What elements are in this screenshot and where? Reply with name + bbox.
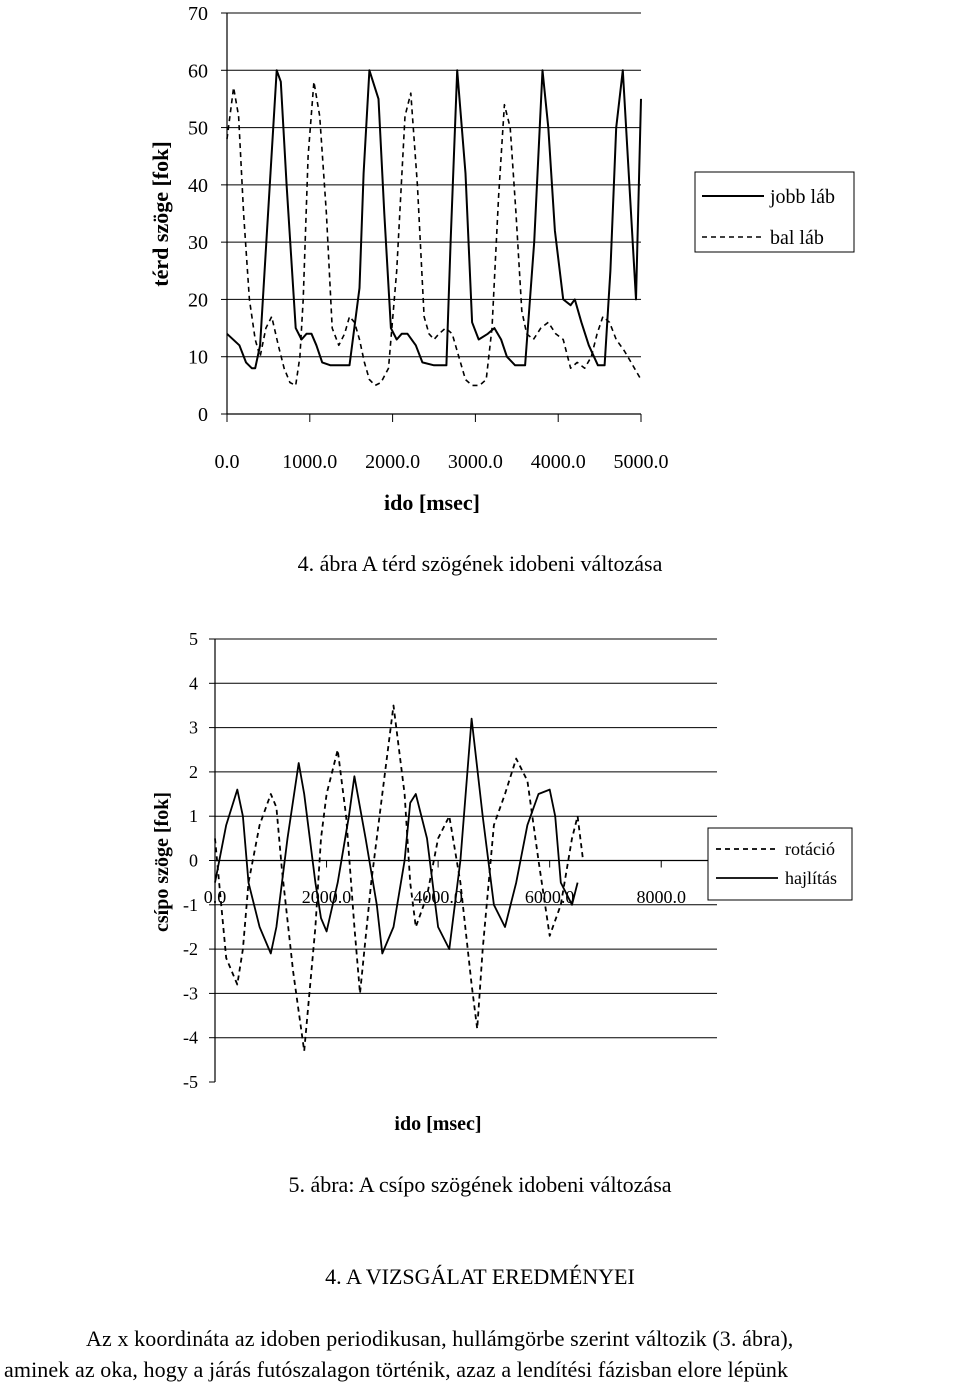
fig5-ytick-label: 1	[189, 806, 198, 827]
fig5-legend-label: rotáció	[785, 839, 835, 859]
fig4-ytick-label: 10	[188, 346, 208, 369]
fig4-legend-label: bal láb	[770, 227, 824, 249]
fig5-legend-label: hajlítás	[785, 868, 837, 888]
fig5-xtick-label: 6000.0	[524, 887, 575, 907]
fig5-xlabel: ido [msec]	[394, 1113, 482, 1135]
hip-angle-chart	[151, 629, 852, 1135]
fig4-xtick-label: 5000.0	[613, 451, 669, 473]
fig4-series-0	[227, 70, 641, 368]
fig4-ytick-label: 40	[188, 174, 208, 197]
fig4-ylabel: térd szöge [fok]	[148, 141, 173, 287]
fig5-ylabel: csípo szöge [fok]	[151, 792, 173, 932]
fig4-ytick-label: 20	[188, 289, 208, 312]
fig5-series-0	[215, 706, 583, 1052]
fig4-xtick-label: 0.0	[214, 451, 240, 473]
fig4-xtick-label: 1000.0	[282, 451, 338, 473]
fig5-ytick-label: 2	[189, 761, 198, 782]
fig4-xlabel: ido [msec]	[384, 490, 480, 515]
fig5-ytick-label: 5	[189, 629, 198, 649]
fig4-xtick-label: 3000.0	[447, 451, 503, 473]
fig5-ytick-label: -2	[183, 939, 198, 960]
body-text-line-2: aminek az oka, hogy a járás futószalagon történik, azaz a lendítési fázisban elore lépünk	[4, 1357, 789, 1382]
fig4-xtick-label: 4000.0	[530, 451, 586, 473]
fig5-xtick-label: 8000.0	[636, 887, 686, 907]
fig5-xtick-label: 0.0	[203, 887, 227, 907]
knee-angle-chart	[148, 3, 854, 515]
figure4-caption: 4. ábra A térd szögének idobeni változása	[297, 551, 663, 576]
fig5-ytick-label: -4	[183, 1027, 198, 1048]
fig5-ytick-label: 3	[189, 717, 198, 738]
fig4-legend-label: jobb láb	[770, 186, 835, 208]
fig4-xtick-label: 2000.0	[365, 451, 421, 473]
fig5-ytick-label: -1	[183, 894, 198, 915]
section-heading: 4. A VIZSGÁLAT EREDMÉNYEI	[325, 1264, 635, 1289]
fig5-ytick-label: 4	[189, 673, 198, 694]
fig4-ytick-label: 30	[188, 232, 208, 255]
fig4-ytick-label: 50	[188, 117, 208, 140]
fig5-ytick-label: -3	[183, 983, 198, 1004]
fig5-ytick-label: 0	[189, 850, 198, 871]
fig4-ytick-label: 0	[198, 404, 208, 426]
fig5-ytick-label: -5	[183, 1072, 198, 1092]
fig5-series-1	[215, 719, 578, 954]
body-text-line-1: Az x koordináta az idoben periodikusan, hullámgörbe szerint változik (3. ábra),	[86, 1326, 794, 1351]
fig4-ytick-label: 70	[188, 3, 208, 25]
fig5-xtick-label: 4000.0	[413, 887, 463, 907]
fig4-ytick-label: 60	[188, 60, 208, 83]
fig5-xtick-label: 2000.0	[301, 887, 352, 907]
figure5-caption: 5. ábra: A csípo szögének idobeni változása	[288, 1172, 672, 1197]
